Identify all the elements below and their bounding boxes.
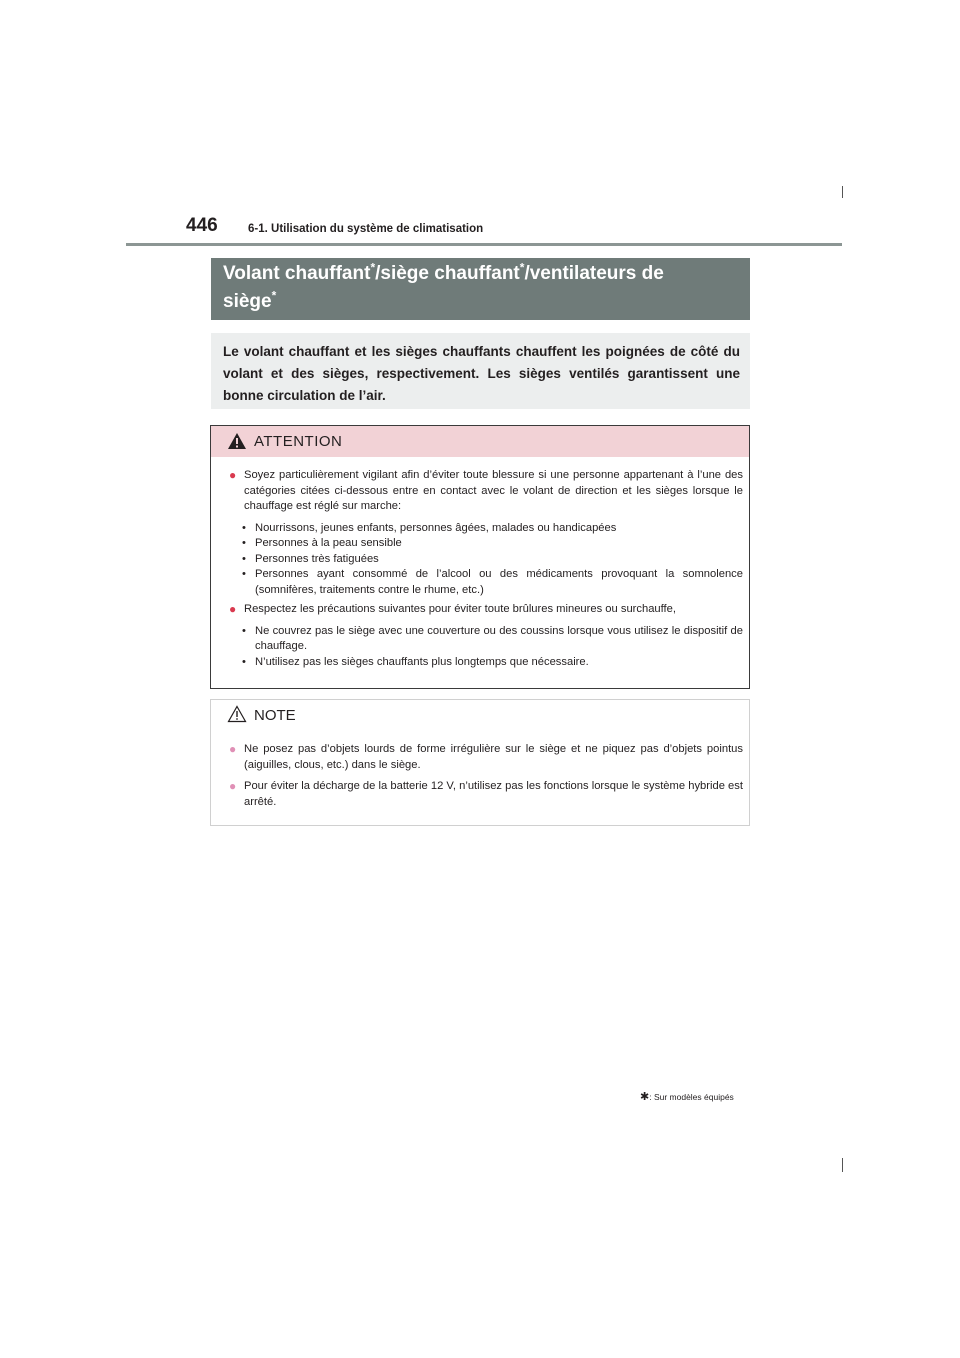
warning-subitems	[229, 624, 743, 671]
title-line-2: siège	[223, 291, 272, 312]
bullet-icon: ●	[229, 779, 237, 793]
list-item: • Nourrissons, jeunes enfants, personnes âgées, malades ou handicapées	[242, 521, 617, 534]
list-item: • Personnes à la peau sensible	[242, 537, 402, 549]
warning-box	[210, 425, 750, 689]
title-part-3: /ventilateurs de	[524, 263, 664, 284]
warning-subitems	[229, 521, 743, 599]
asterisk-icon: ✱	[640, 1091, 650, 1103]
list-item: • N’utilisez pas les sièges chauffants plus longtemps que nécessaire.	[242, 655, 589, 668]
list-item: • Ne couvrez pas le siège avec une couverture ou des coussins lorsque vous utilisez le dispositif de chauffage.	[242, 624, 743, 652]
note-label: NOTE	[254, 707, 296, 724]
warning-header	[211, 426, 749, 457]
list-item: • Personnes très fatiguées	[242, 552, 379, 565]
bullet-icon: ●	[229, 602, 237, 616]
footnote: ✱: Sur modèles équipés	[640, 1091, 734, 1103]
title-part-2: /siège chauffant	[375, 263, 520, 284]
note-item: ● Ne posez pas d’objets lourds de forme irrégulière sur le siège et ne piquez pas d’objets pointus (aiguilles, clous, etc.) dans le siège.	[229, 742, 743, 771]
bullet-icon: ●	[229, 468, 237, 482]
warning-label: ATTENTION	[254, 433, 343, 450]
note-body	[211, 742, 749, 816]
title-asterisk: *	[271, 288, 277, 303]
header-rule	[126, 243, 842, 246]
intro-box: Le volant chauffant et les sièges chauffants chauffent les poignées de côté du volant et des sièges, respectivement. Les sièges ventilés garantissent une bonne circulation de l’air.	[211, 333, 750, 409]
bullet-icon: ●	[229, 742, 237, 756]
crop-mark-top	[842, 186, 843, 198]
title-asterisk: *	[370, 260, 376, 275]
note-header	[211, 700, 749, 729]
crop-mark-bottom	[842, 1158, 843, 1172]
note-item: ● Pour éviter la décharge de la batterie 12 V, n’utilisez pas les fonctions lorsque le système hybride est arrêté.	[229, 779, 743, 808]
caution-outline-icon	[227, 705, 247, 723]
warning-item: ● Respectez les précautions suivantes pour éviter toute brûlures mineures ou surchauffe,	[229, 602, 676, 616]
warning-item: ● Soyez particulièrement vigilant afin d’éviter toute blessure si une personne appartenant à l’une des catégories citées ci-dessous entre en contact avec le volant de direction et les sièges lorsque le chauffage est réglé sur marche:	[229, 468, 743, 512]
list-item: • Personnes ayant consommé de l’alcool ou des médicaments provoquant la somnolence (somnifères, traitements contre le rhume, etc.)	[242, 568, 743, 596]
warning-body	[211, 468, 749, 674]
page-title	[211, 258, 750, 320]
note-box	[210, 699, 750, 826]
section-title: 6-1. Utilisation du système de climatisation	[248, 223, 484, 235]
page-number: 446	[186, 215, 218, 236]
title-asterisk: *	[519, 260, 525, 275]
warning-triangle-icon	[227, 432, 247, 450]
title-part-1: Volant chauffant	[223, 263, 371, 284]
